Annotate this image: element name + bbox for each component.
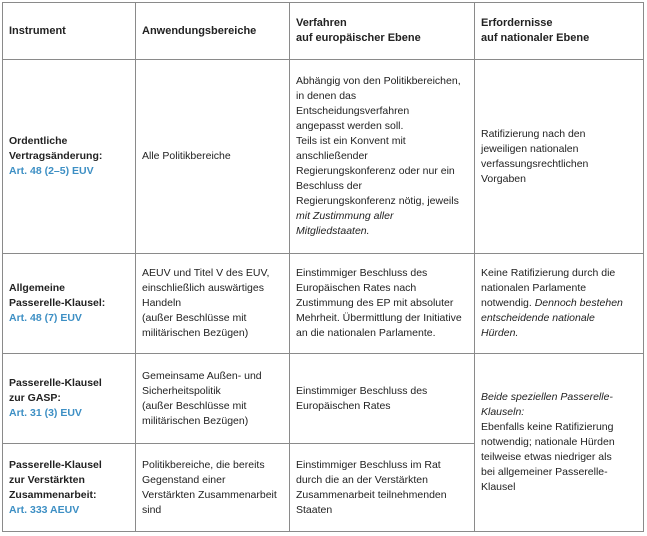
areas-cell: Gemeinsame Außen- und Sicherheitspolitik (außer Beschlüsse mit militärischen Bezügen) [136,354,290,444]
header-row [3,3,644,60]
header-areas: Anwendungsbereiche [136,3,290,60]
national-requirements-cell-merged: Beide speziellen Passerelle- Klauseln: Ebenfalls keine Ratifizierung notwendig; nationale Hürden teilweise etwas niedriger als bei allgemeiner Passerelle- Klausel [475,354,644,532]
header-national-requirements: Erfordernisse auf nationaler Ebene [475,3,644,60]
areas-cell: AEUV und Titel V des EUV, einschließlich auswärtiges Handeln (außer Beschlüsse mit militärischen Bezügen) [136,254,290,354]
eu-procedure-cell: Abhängig von den Politikbereichen, in denen das Entscheidungsverfahren angepasst werden soll. Teils ist ein Konvent mit anschließender Regierungskonferenz oder nur ein Beschluss der Regierungskonferenz nötig, jeweils mit Zustimmung aller Mitgliedstaaten. [290,60,475,254]
eu-procedure-cell: Einstimmiger Beschluss des Europäischen Rates [290,354,475,444]
instrument-cell: Passerelle-Klausel zur GASP: Art. 31 (3) EUV [3,354,136,444]
instruments-table [2,2,644,532]
areas-cell: Alle Politikbereiche [136,60,290,254]
header-eu-procedure: Verfahren auf europäischer Ebene [290,3,475,60]
table-row [3,254,644,354]
instrument-cell: Allgemeine Passerelle-Klausel: Art. 48 (7) EUV [3,254,136,354]
national-requirements-cell: Keine Ratifizierung durch die nationalen Parlamente notwendig. Dennoch bestehen entscheidende nationale Hürden. [475,254,644,354]
header-instrument: Instrument [3,3,136,60]
instrument-cell: Passerelle-Klausel zur Verstärkten Zusammenarbeit: Art. 333 AEUV [3,444,136,532]
areas-cell: Politikbereiche, die bereits Gegenstand einer Verstärkten Zusammenarbeit sind [136,444,290,532]
instrument-cell: Ordentliche Vertragsänderung: Art. 48 (2–5) EUV [3,60,136,254]
treaty-reference-link[interactable]: Art. 333 AEUV [9,503,80,516]
table-row [3,60,644,254]
eu-procedure-cell: Einstimmiger Beschluss im Rat durch die an der Verstärkten Zusammenarbeit teilnehmenden Staaten [290,444,475,532]
treaty-reference-link[interactable]: Art. 48 (7) EUV [9,312,82,324]
treaty-reference-link[interactable]: Art. 31 (3) EUV [9,407,82,419]
table-row [3,354,644,444]
national-requirements-cell: Ratifizierung nach den jeweiligen nationalen verfassungsrechtlichen Vorgaben [475,60,644,254]
eu-procedure-cell: Einstimmiger Beschluss des Europäischen Rates nach Zustimmung des EP mit absoluter Mehrheit. Übermittlung der Initiative an die nationalen Parlamente. [290,254,475,354]
treaty-reference-link[interactable]: Art. 48 (2–5) EUV [9,165,94,177]
